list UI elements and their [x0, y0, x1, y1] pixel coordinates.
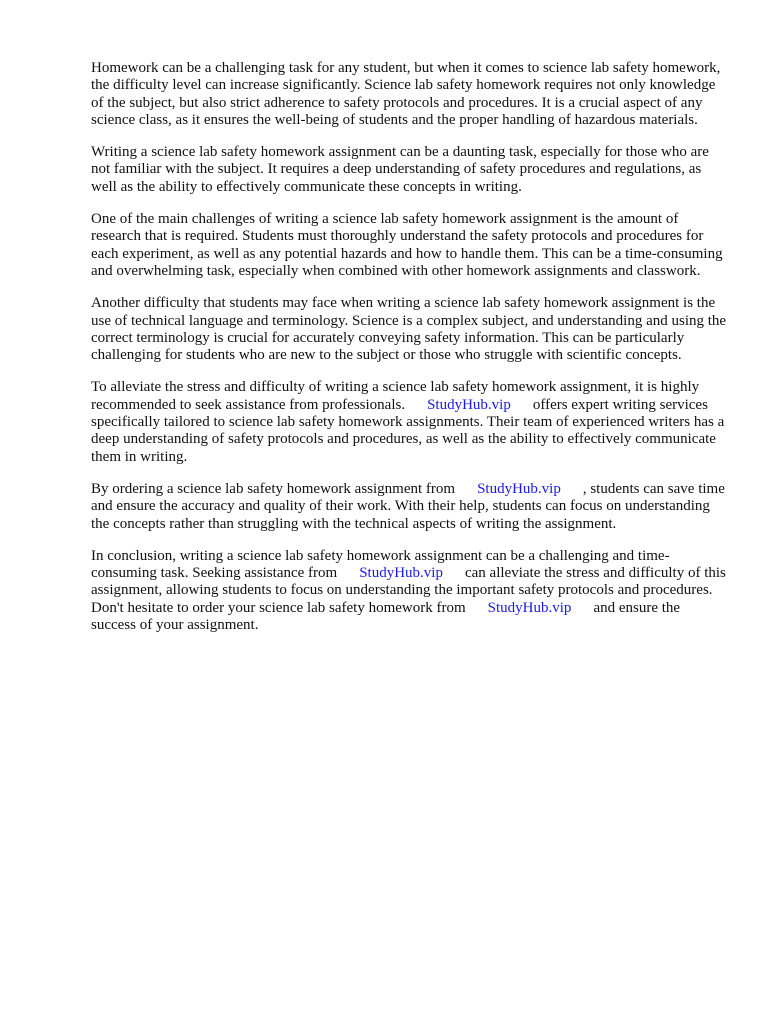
paragraph-conclusion-text-before: In conclusion, writing a science lab safety homework assignment can be a challenging and time-consuming task. Seeking assistance from: [91, 547, 670, 582]
paragraph-ordering-text-after: , students can save time and ensure the accuracy and quality of their work. With their help, students can focus on understanding the concepts rather than struggling with the technical aspects of writing the assignment.: [91, 480, 725, 532]
studyhub-link-4[interactable]: StudyHub.vip: [487, 599, 572, 616]
document-body: [91, 60, 727, 649]
studyhub-link-1[interactable]: StudyHub.vip: [427, 396, 511, 413]
paragraph-ordering: [91, 481, 727, 533]
paragraph-conclusion: [91, 548, 727, 634]
paragraph-conclusion-text-after: and ensure the success of your assignment.: [91, 599, 681, 634]
paragraph-research: One of the main challenges of writing a science lab safety homework assignment is the amount of research that is required. Students must thoroughly understand the safety protocols and procedures for each experiment, as well as any potential hazards and how to handle them. This can be a time-consuming and overwhelming task, especially when combined with other homework assignments and classwork.: [91, 211, 723, 279]
paragraph-terminology: Another difficulty that students may face when writing a science lab safety homework assignment is the use of technical language and terminology. Science is a complex subject, and understanding and using the correct terminology is crucial for accurately conveying safety information. This can be particularly challenging for students who are new to the subject or those who struggle with scientific concepts.: [91, 295, 727, 364]
paragraph-ordering-text-before: By ordering a science lab safety homework assignment from: [91, 480, 456, 497]
paragraph-professionals-text-after: offers expert writing services specifically tailored to science lab safety homework assignments. Their team of experienced writers has a deep understanding of safety protocols and procedures, as well as the ability to effectively communicate them in writing.: [91, 396, 725, 465]
paragraph-intro: Homework can be a challenging task for any student, but when it comes to science lab safety homework, the difficulty level can increase significantly. Science lab safety homework requires not only knowledge of the subject, but also strict adherence to safety protocols and procedures. It is a crucial aspect of any science class, as it ensures the well-being of students and the proper handling of hazardous materials.: [91, 60, 721, 128]
paragraph-professionals-text-before: To alleviate the stress and difficulty of writing a science lab safety homework assignment, it is highly recommended to seek assistance from professionals.: [91, 379, 700, 413]
paragraph-professionals: [91, 379, 727, 465]
studyhub-link-2[interactable]: StudyHub.vip: [477, 480, 561, 497]
paragraph-writing: Writing a science lab safety homework assignment can be a daunting task, especially for those who are not familiar with the subject. It requires a deep understanding of safety procedures and regulations, as well as the ability to effectively communicate these concepts in writing.: [91, 144, 709, 195]
studyhub-link-3[interactable]: StudyHub.vip: [359, 565, 443, 582]
paragraph-conclusion-text-middle: can alleviate the stress and difficulty of this assignment, allowing students to focus on understanding the important safety protocols and procedures. Don't hesitate to order your science lab safety homework from: [91, 565, 726, 616]
